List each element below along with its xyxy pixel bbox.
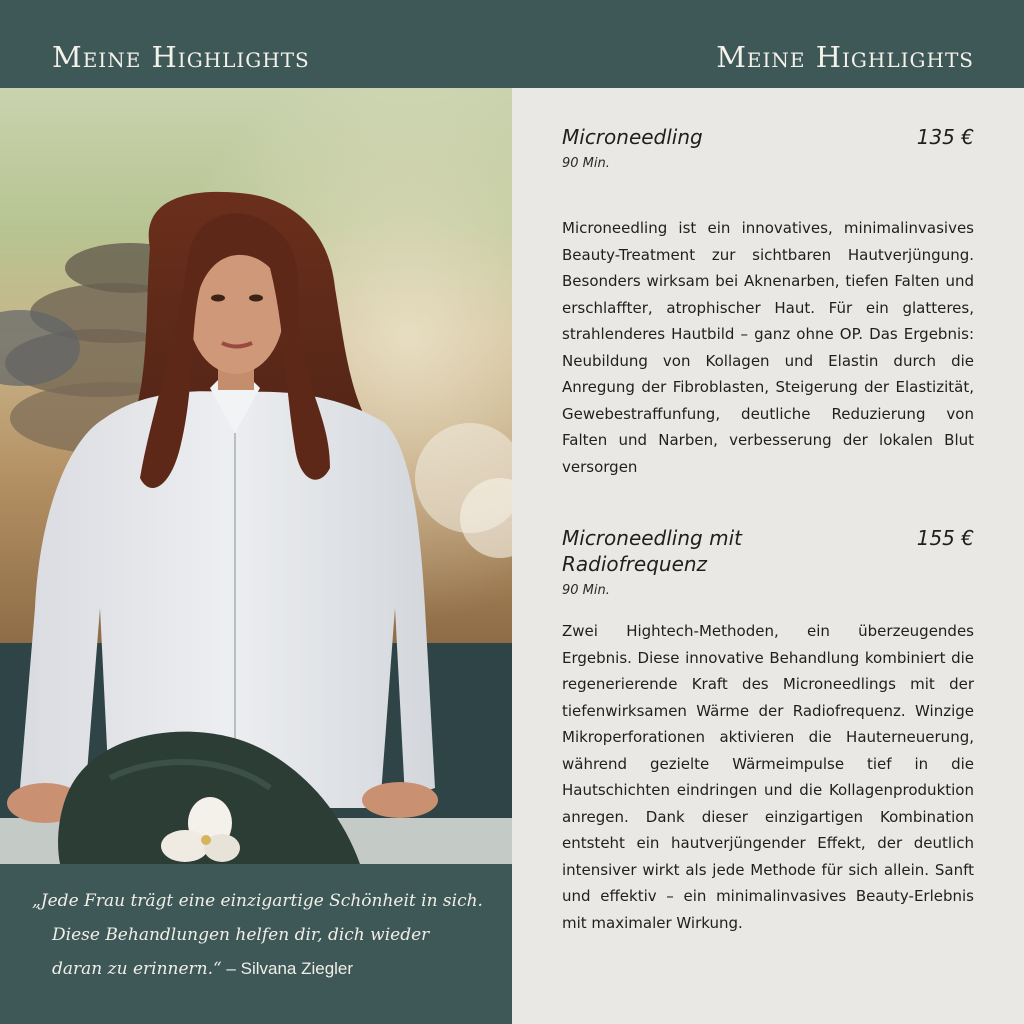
treatment-2-price: 155 €	[916, 526, 974, 550]
quote-author: – Silvana Ziegler	[221, 959, 354, 978]
page-title-right: Meine Highlights	[716, 40, 974, 74]
treatment-2-header	[562, 525, 974, 605]
treatment-1-price: 135 €	[916, 125, 974, 149]
treatment-2-description: Zwei Hightech-Methoden, ein überzeugendes Ergebnis. Diese innovative Behandlung kombiniert die regenerierende Kraft des Microneedlings mit der tiefenwirksamen Wärme der Radiofrequenz. Winzige Mikroperforationen aktivieren die Hauterneuerung, während gezielte Wärmeimpulse tief in die Hautschichten eindringen und die Kollagenproduktion anregen. Dank dieser einzigartigen Kombination entsteht ein hautverjüngender Effekt, der deutlich intensiver wirkt als jede Methode für sich allein. Sanft und effektiv – ein minimalinvasives Beauty-Erlebnis mit maximaler Wirkung.	[562, 622, 974, 932]
treatment-2-duration: 90 Min.	[562, 583, 610, 598]
left-column	[0, 88, 512, 1024]
treatment-1-description: Microneedling ist ein innovatives, minimalinvasives Beauty-Treatment zur sichtbaren Hautverjüngung. Besonders wirksam bei Aknenarben, tiefen Falten und erschlaffter, atrophischer Haut. Für ein glatteres, strahlenderes Hautbild – ganz ohne OP. Das Ergebnis: Neubildung von Kollagen und Elastin durch die Anregung der Fibroblasten, Steigerung der Elastizität, Gewebestraffunfung, deutliche Reduzierung von Falten und Narben, verbesserung der lokalen Blut versorgen	[562, 219, 974, 476]
page-title-left: Meine Highlights	[52, 40, 310, 74]
quote-line-1: „Jede Frau trägt eine einzigartige Schönheit in sich.	[32, 891, 483, 911]
treatment-1-duration: 90 Min.	[562, 156, 610, 171]
treatment-1-name: Microneedling	[562, 125, 703, 149]
header-bar	[0, 0, 1024, 88]
quote	[32, 884, 483, 986]
quote-line-3	[32, 952, 483, 986]
right-column	[512, 88, 1024, 1024]
quote-line-2: Diese Behandlungen helfen dir, dich wieder	[52, 925, 430, 945]
portrait-photo	[0, 88, 512, 864]
treatment-2-name: Microneedling mit Radiofrequenz	[562, 526, 742, 576]
treatment-1-header	[562, 124, 974, 180]
quote-line-3-text: daran zu erinnern.“	[52, 959, 222, 979]
quote-box	[0, 864, 512, 1024]
